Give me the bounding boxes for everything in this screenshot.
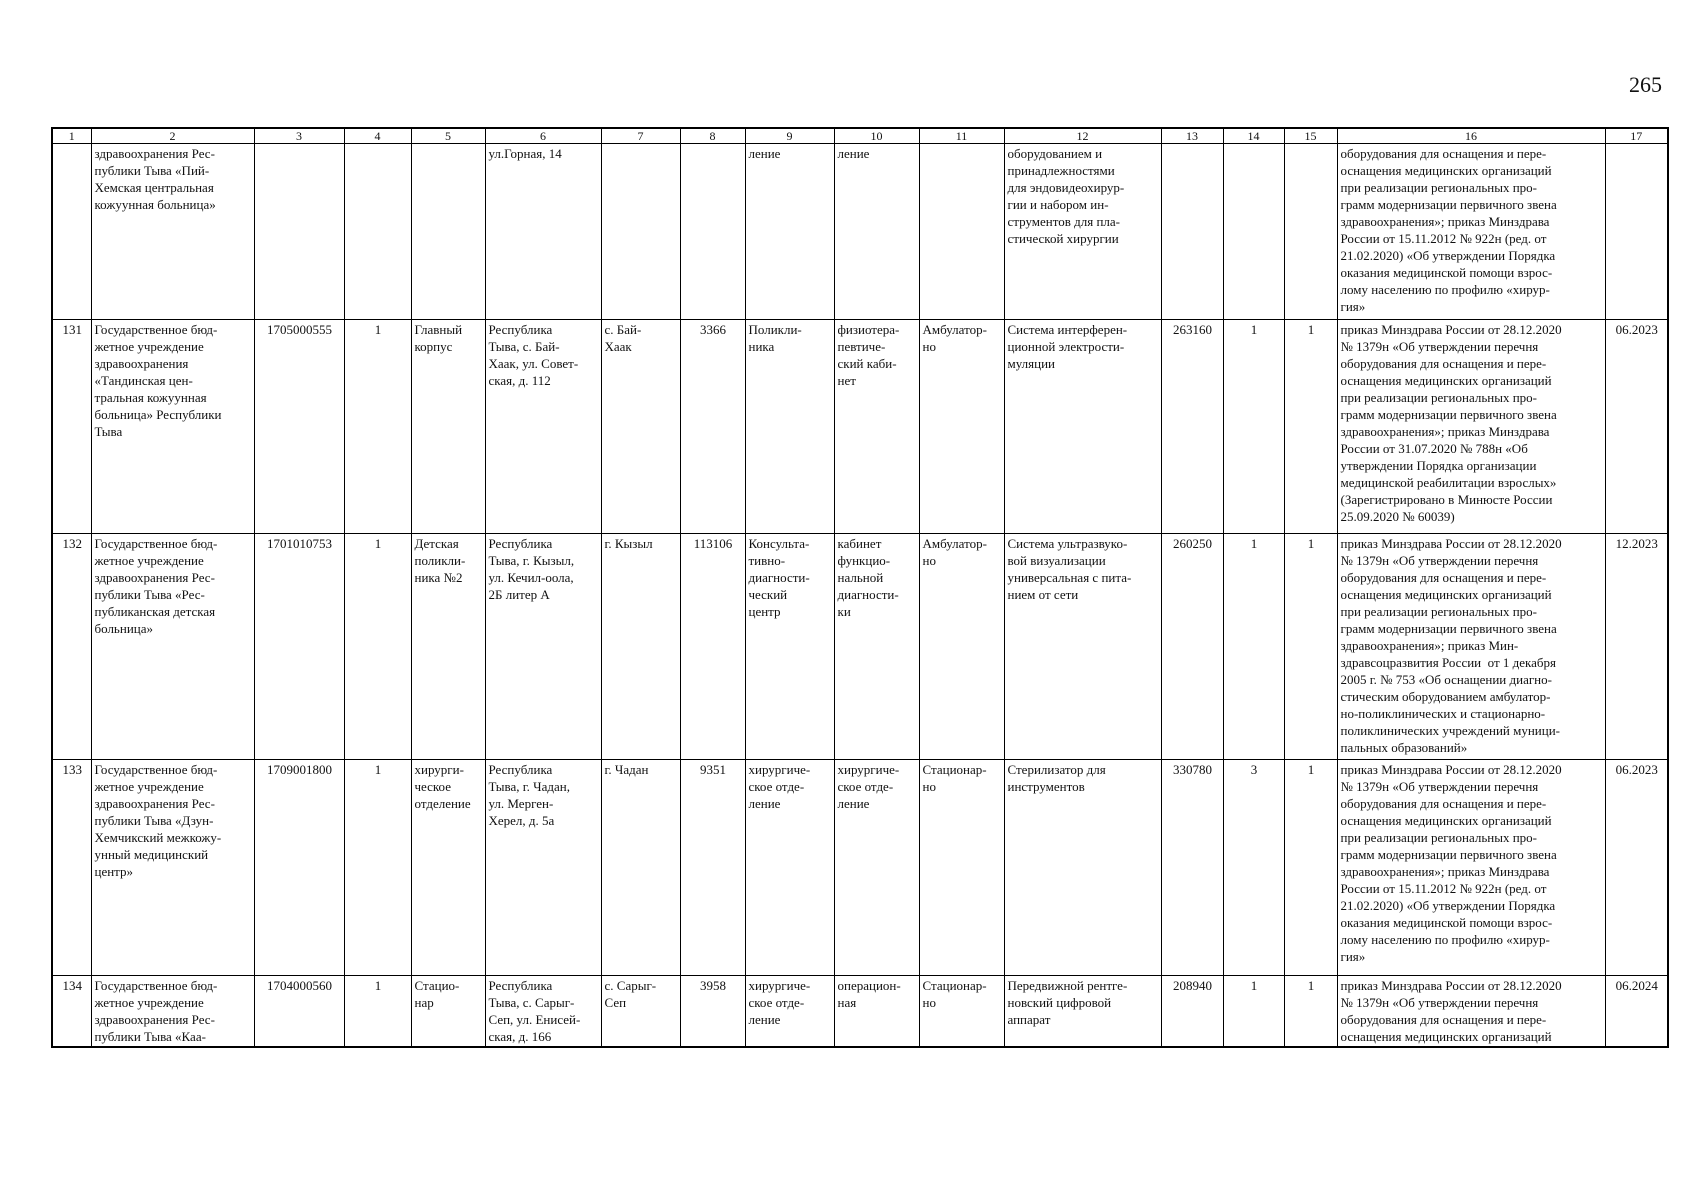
date-cell bbox=[1606, 144, 1668, 319]
row-number-cell bbox=[53, 144, 91, 319]
column-number-header: 10 bbox=[870, 129, 883, 143]
column-number-header: 16 bbox=[1465, 129, 1477, 143]
code-cell: 1705000555 bbox=[267, 322, 332, 337]
address-cell: Республика Тыва, г. Кызыл, ул. Кечил-оола, 2Б литер А bbox=[488, 536, 575, 602]
count-cell: 1 bbox=[374, 978, 382, 993]
code-cell: 1701010753 bbox=[267, 536, 332, 551]
care-type-cell: Амбулатор- но bbox=[922, 536, 987, 568]
code-cell bbox=[255, 144, 344, 319]
equipment-cell: Передвижной рентге- новский цифровой аппарат bbox=[1007, 978, 1128, 1027]
column-number-header: 4 bbox=[374, 129, 381, 143]
code-cell: 1709001800 bbox=[267, 762, 332, 777]
equipment-cell: Система интерферен- ционной электрости- муляции bbox=[1007, 322, 1128, 371]
regulation-cell: оборудования для оснащения и пере- оснащения медицинских организаций при реализации региональных про- грамм модернизации первичного звена здравоохранения»; приказ Минздрава России от 15.11.2012 № 922н (ред. от 21.02.2020) «Об утверждении Порядка оказания медицинской помощи взрос- лому населению по профилю «хирур- гия» bbox=[1340, 146, 1557, 314]
code-13-cell: 330780 bbox=[1173, 762, 1212, 777]
division-cell: Поликли- ника bbox=[748, 322, 802, 354]
column-number-header: 13 bbox=[1186, 129, 1198, 143]
column-number-header: 14 bbox=[1247, 129, 1260, 143]
address-cell: Республика Тыва, с. Сарыг- Сеп, ул. Енисей- ская, д. 166 bbox=[488, 978, 581, 1044]
date-cell: 06.2023 bbox=[1615, 322, 1658, 337]
code-13-cell: 263160 bbox=[1173, 322, 1212, 337]
locality-cell: с. Сарыг- Сеп bbox=[604, 978, 657, 1010]
unit-cell: ление bbox=[837, 146, 870, 161]
quantity-cell: 1 bbox=[1250, 978, 1258, 993]
column-number-header: 6 bbox=[540, 129, 546, 143]
population-cell: 3958 bbox=[700, 978, 726, 993]
regulation-cell: приказ Минздрава России от 28.12.2020 № 1379н «Об утверждении перечня оборудования для оснащения и пере- оснащения медицинских организаций при реализации региональных про- грамм модернизации первичного звена здравоохранения»; приказ Мин- здравсоцразвития России от 1 декабря 2005 г. № 753 «Об оснащении диагно- стическим оборудованием амбулатор- но-поликлинических и стационарно- поликлинических учреждений муници- пальных образований» bbox=[1340, 536, 1562, 755]
population-cell: 3366 bbox=[700, 322, 726, 337]
table-row bbox=[52, 760, 1668, 976]
quantity-15-cell bbox=[1285, 144, 1337, 319]
population-cell bbox=[681, 144, 745, 319]
building-cell: Детская поликли- ника №2 bbox=[414, 536, 466, 585]
quantity-cell bbox=[1224, 144, 1284, 319]
equipment-cell: Система ультразвуко- вой визуализации универсальная с пита- нием от сети bbox=[1007, 536, 1132, 602]
page-number: 265 bbox=[1629, 72, 1662, 97]
column-number-header: 3 bbox=[296, 129, 302, 143]
table-row bbox=[52, 320, 1668, 534]
division-cell: хирургиче- ское отде- ление bbox=[748, 762, 811, 811]
care-type-cell: Амбулатор- но bbox=[922, 322, 987, 354]
column-number-header: 17 bbox=[1630, 129, 1643, 143]
column-number-header: 1 bbox=[68, 129, 75, 143]
table-row bbox=[52, 534, 1668, 760]
count-cell: 1 bbox=[374, 536, 382, 551]
unit-cell: физиотера- певтиче- ский каби- нет bbox=[837, 322, 900, 388]
equipment-cell: Стерилизатор для инструментов bbox=[1007, 762, 1106, 794]
quantity-cell: 1 bbox=[1250, 322, 1258, 337]
division-cell: Консульта- тивно- диагности- ческий центр bbox=[748, 536, 810, 619]
count-cell bbox=[345, 144, 411, 319]
column-number-header: 5 bbox=[445, 129, 451, 143]
table-row bbox=[52, 144, 1668, 320]
quantity-cell: 3 bbox=[1250, 762, 1258, 777]
column-number-header-row bbox=[52, 128, 1668, 144]
row-number-cell: 134 bbox=[62, 978, 82, 993]
quantity-cell: 1 bbox=[1250, 536, 1258, 551]
column-number-header: 8 bbox=[709, 129, 716, 143]
regulation-cell: приказ Минздрава России от 28.12.2020 № 1379н «Об утверждении перечня оборудования для оснащения и пере- оснащения медицинских организаций при реализации региональных про- грамм модернизации первичного звена здравоохранения»; приказ Минздрава России от 15.11.2012 № 922н (ред. от 21.02.2020) «Об утверждении Порядка оказания медицинской помощи взрос- лому населению по профилю «хирур- гия» bbox=[1340, 762, 1562, 964]
count-cell: 1 bbox=[374, 322, 382, 337]
code-13-cell: 260250 bbox=[1173, 536, 1212, 551]
locality-cell bbox=[602, 144, 680, 319]
code-13-cell bbox=[1162, 144, 1223, 319]
building-cell bbox=[412, 144, 485, 319]
code-cell: 1704000560 bbox=[267, 978, 332, 993]
regulation-cell: приказ Минздрава России от 28.12.2020 № 1379н «Об утверждении перечня оборудования для оснащения и пере- оснащения медицинских организаций bbox=[1340, 978, 1562, 1044]
equipment-registry-table bbox=[51, 127, 1669, 1048]
quantity-15-cell: 1 bbox=[1307, 536, 1315, 551]
address-cell: Республика Тыва, с. Бай- Хаак, ул. Совет- ская, д. 112 bbox=[488, 322, 579, 388]
address-cell: Республика Тыва, г. Чадан, ул. Мерген- Херел, д. 5а bbox=[488, 762, 570, 828]
population-cell: 9351 bbox=[700, 762, 726, 777]
row-number-cell: 133 bbox=[62, 762, 82, 777]
unit-cell: хирургиче- ское отде- ление bbox=[837, 762, 900, 811]
building-cell: Главный корпус bbox=[414, 322, 463, 354]
organization-cell: Государственное бюд- жетное учреждение здравоохранения Рес- публики Тыва «Каа- bbox=[94, 978, 218, 1044]
date-cell: 12.2023 bbox=[1615, 536, 1658, 551]
column-number-header: 15 bbox=[1304, 129, 1317, 143]
date-cell: 06.2023 bbox=[1615, 762, 1658, 777]
count-cell: 1 bbox=[374, 762, 382, 777]
care-type-cell bbox=[920, 144, 1004, 319]
building-cell: хирурги- ческое отделение bbox=[414, 762, 471, 811]
row-number-cell: 132 bbox=[62, 536, 82, 551]
equipment-cell: оборудованием и принадлежностями для эндовидеохирур- гии и набором ин- струментов для пла- стической хирургии bbox=[1007, 146, 1125, 246]
building-cell: Стацио- нар bbox=[414, 978, 460, 1010]
division-cell: ление bbox=[748, 146, 781, 161]
column-number-header: 12 bbox=[1076, 129, 1089, 143]
date-cell: 06.2024 bbox=[1615, 978, 1658, 993]
regulation-cell: приказ Минздрава России от 28.12.2020 № 1379н «Об утверждении перечня оборудования для оснащения и пере- оснащения медицинских организаций при реализации региональных про- грамм модернизации первичного звена здравоохранения»; приказ Минздрава России от 31.07.2020 № 788н «Об утверждении Порядка организации медицинской реабилитации взрослых» (Зарегистрировано в Минюсте России 25.09.2020 № 60039) bbox=[1340, 322, 1562, 524]
quantity-15-cell: 1 bbox=[1307, 762, 1315, 777]
unit-cell: операцион- ная bbox=[837, 978, 901, 1010]
code-13-cell: 208940 bbox=[1173, 978, 1212, 993]
column-number-header: 11 bbox=[955, 129, 968, 143]
column-number-header: 7 bbox=[637, 129, 644, 143]
organization-cell: Государственное бюд- жетное учреждение здравоохранения Рес- публики Тыва «Рес- публиканская детская больница» bbox=[94, 536, 218, 636]
population-cell: 113106 bbox=[693, 536, 733, 551]
division-cell: хирургиче- ское отде- ление bbox=[748, 978, 811, 1027]
organization-cell: Государственное бюд- жетное учреждение здравоохранения «Тандинская цен- тральная кожуунная больница» Республики Тыва bbox=[94, 322, 222, 439]
quantity-15-cell: 1 bbox=[1307, 978, 1315, 993]
column-number-header: 2 bbox=[169, 129, 176, 143]
care-type-cell: Стационар- но bbox=[922, 762, 987, 794]
locality-cell: с. Бай- Хаак bbox=[604, 322, 642, 354]
locality-cell: г. Чадан bbox=[604, 762, 649, 777]
column-number-header: 9 bbox=[786, 129, 793, 143]
row-number-cell: 131 bbox=[62, 322, 82, 337]
care-type-cell: Стационар- но bbox=[922, 978, 987, 1010]
organization-cell: Государственное бюд- жетное учреждение здравоохранения Рес- публики Тыва «Дзун- Хемчикский межкожу- унный медицинский центр» bbox=[94, 762, 222, 879]
address-cell: ул.Горная, 14 bbox=[488, 146, 562, 161]
organization-cell: здравоохранения Рес- публики Тыва «Пий- Хемская центральная кожуунная больница» bbox=[94, 146, 216, 212]
table-row bbox=[52, 976, 1668, 1048]
unit-cell: кабинет функцио- нальной диагности- ки bbox=[837, 536, 899, 619]
locality-cell: г. Кызыл bbox=[604, 536, 653, 551]
quantity-15-cell: 1 bbox=[1307, 322, 1315, 337]
